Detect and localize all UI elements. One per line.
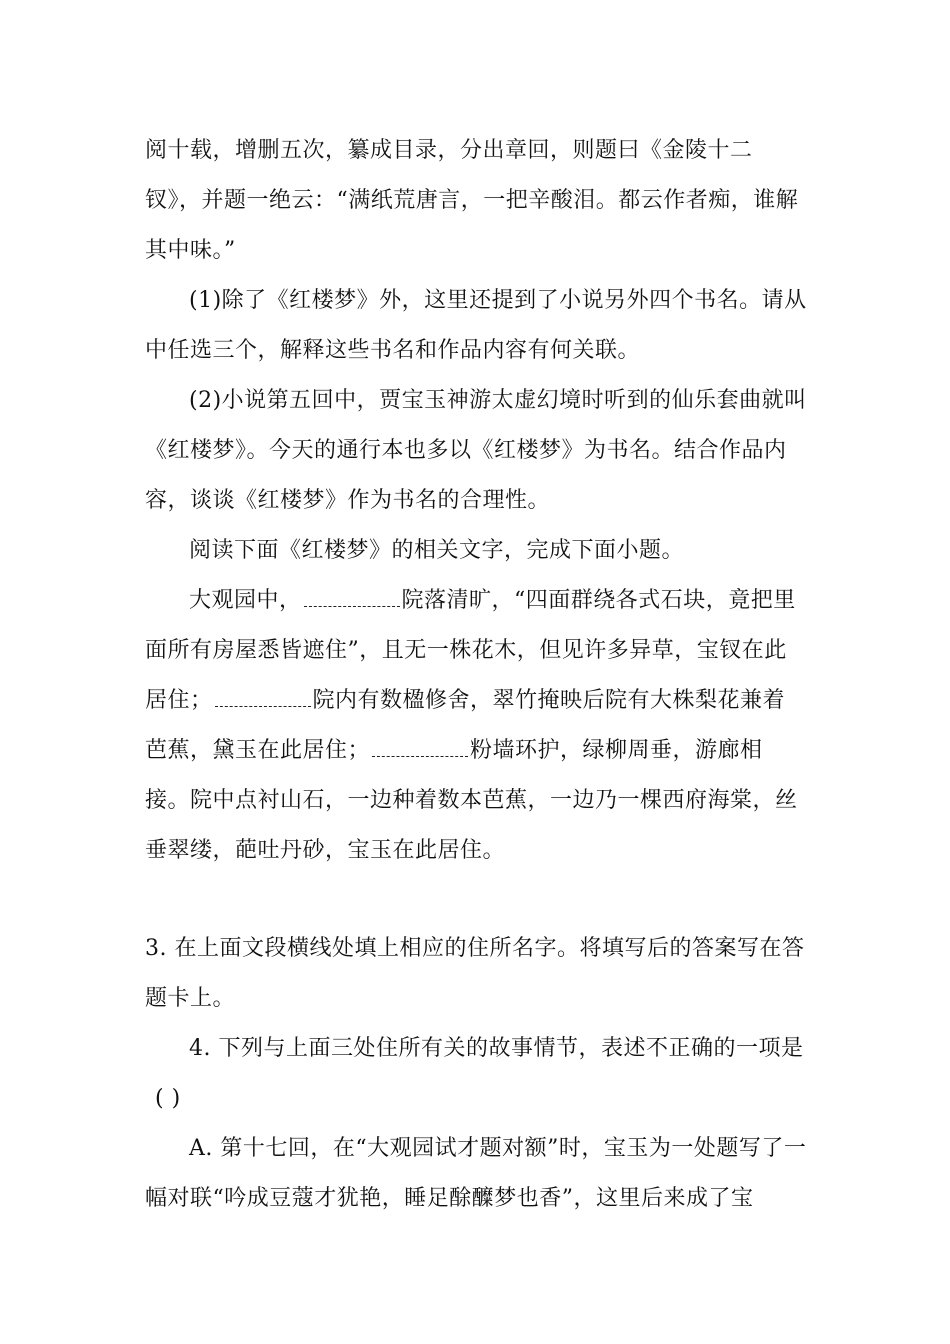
reading-instruction: 阅读下面《红楼梦》的相关文字，完成下面小题。 <box>189 538 685 563</box>
question-2-paragraph: (2)小说第五回中，贾宝玉神游太虚幻境时听到的仙乐套曲就叫《红楼梦》。今天的通行本也多以《红楼梦》为书名。结合作品内容，谈谈《红楼梦》作为书名的合理性。 <box>145 388 807 513</box>
option-a: A. 第十七回，在“大观园试才题对额”时，宝玉为一处题写了一幅对联“吟成豆蔻才犹艳，睡足酴醾梦也香”，这里后来成了宝 <box>145 1136 807 1211</box>
section-gap <box>145 876 807 924</box>
passage-text-4: 粉墙环护，绿柳周垂，游廊相接。院中点衬山石，一边种着数本芭蕉，一边乃一棵西府海棠，丝垂翠缕，葩吐丹砂，宝玉在此居住。 <box>145 738 798 863</box>
fill-blank-3 <box>372 742 468 757</box>
question-4: 4. 下列与上面三处住所有关的故事情节，表述不正确的一项是 <box>189 1036 804 1061</box>
question-1-paragraph: (1)除了《红楼梦》外，这里还提到了小说另外四个书名。请从中任选三个，解释这些书名和作品内容有何关联。 <box>145 288 807 363</box>
intro-quote-paragraph: 阅十载，增删五次，纂成目录，分出章回，则题曰《金陵十二钗》，并题一绝云：“满纸荒唐言，一把辛酸泪。都云作者痴，谁解其中味。” <box>145 138 799 263</box>
passage-text-2: 院落清旷，“四面群绕各式石块，竟把里面所有房屋悉皆遮住”，且无一株花木，但见许多异草，宝钗在此居住； <box>145 588 796 713</box>
question-3: 3. 在上面文段横线处填上相应的住所名字。将填写后的答案写在答题卡上。 <box>145 936 805 1011</box>
answer-bracket: ( ) <box>155 1086 181 1111</box>
passage-paragraph <box>145 576 807 876</box>
fill-blank-2 <box>215 692 311 707</box>
fill-blank-1 <box>304 592 400 607</box>
document-page <box>145 126 807 1224</box>
passage-text-1: 大观园中， <box>189 588 302 613</box>
passage-text-3: 院内有数楹修舍，翠竹掩映后院有大株梨花兼着芭蕉，黛玉在此居住； <box>145 688 786 763</box>
